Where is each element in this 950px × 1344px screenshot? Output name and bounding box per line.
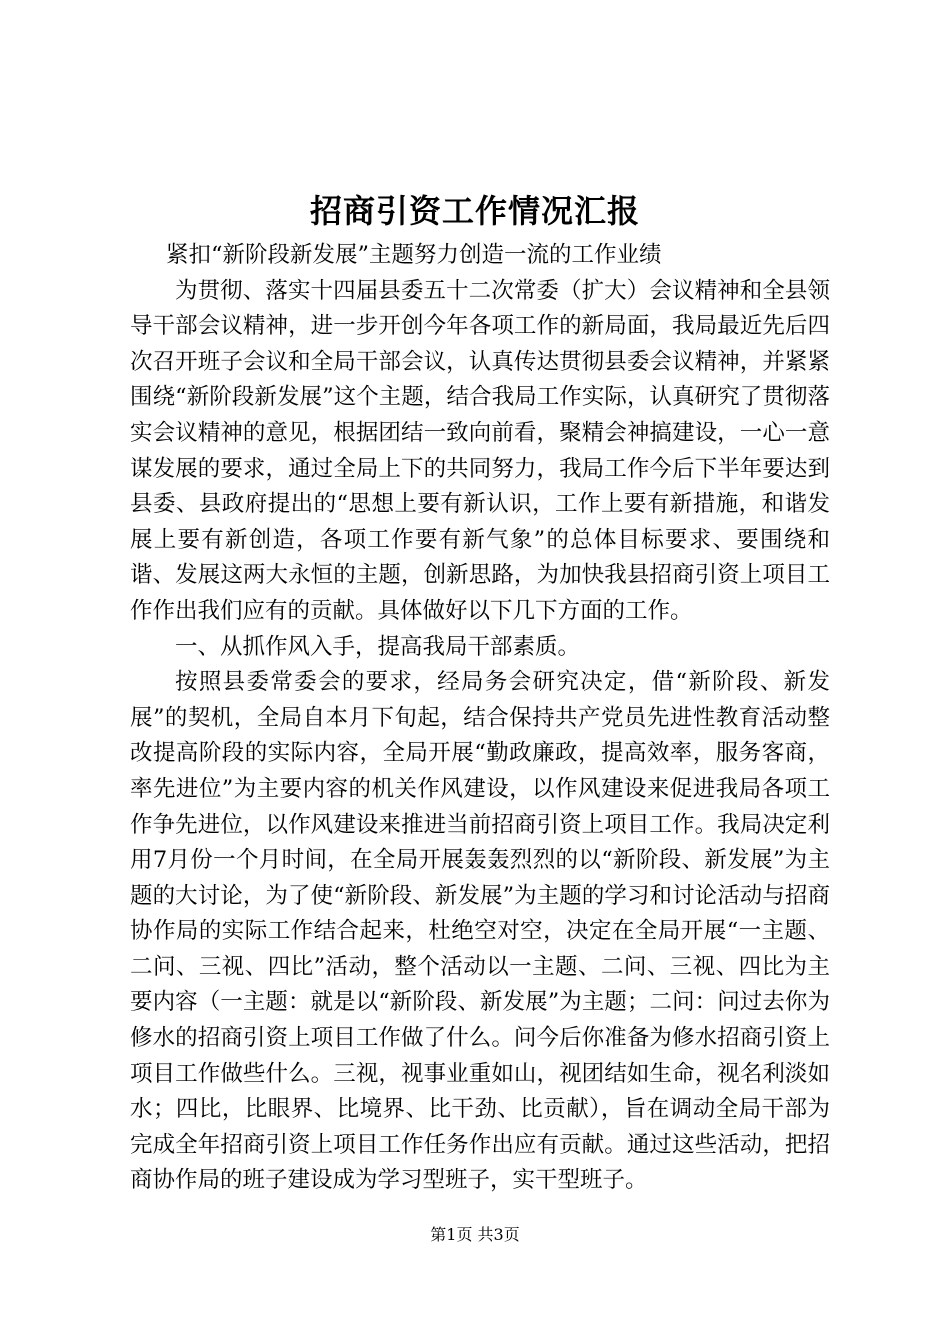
document-subtitle: 紧扣“新阶段新发展”主题努力创造一流的工作业绩 xyxy=(166,242,662,268)
paragraph-intro: 为贯彻、落实十四届县委五十二次常委（扩大）会议精神和全县领导干部会议精神，进一步开创今年各项工作的新局面，我局最近先后四次召开班子会议和全局干部会议，认真传达贯彻县委会议精神，并紧紧围绕“新阶段新发展”这个主题，结合我局工作实际，认真研究了贯彻落实会议精神的意见，根据团结一致向前看，聚精会神搞建设，一心一意谋发展的要求，通过全局上下的共同努力，我局工作今后下半年要达到县委、县政府提出的“思想上要有新认识，工作上要有新措施，和谐发展上要有新创造，各项工作要有新气象”的总体目标要求、要围绕和谐、发展这两大永恒的主题，创新思路，为加快我县招商引资上项目工作作出我们应有的贡献。具体做好以下几下方面的工作。 xyxy=(130,277,830,624)
document-body xyxy=(130,238,830,1199)
page-footer: 第1页 共3页 xyxy=(430,1225,520,1244)
document-title: 招商引资工作情况汇报 xyxy=(309,192,640,230)
section-heading: 一、从抓作风入手，提高我局干部素质。 xyxy=(175,633,581,660)
paragraph-section-1: 按照县委常委会的要求，经局务会研究决定，借“新阶段、新发展”的契机，全局自本月下旬起，结合保持共产党员先进性教育活动整改提高阶段的实际内容，全局开展“勤政廉政，提高效率，服务客商，率先进位”为主要内容的机关作风建设，以作风建设来促进我局各项工作争先进位，以作风建设来推进当前招商引资上项目工作。我局决定利用7月份一个月时间，在全局开展轰轰烈烈的以“新阶段、新发展”为主题的大讨论，为了使“新阶段、新发展”为主题的学习和讨论活动与招商协作局的实际工作结合起来，杜绝空对空，决定在全局开展“一主题、二问、三视、四比”活动，整个活动以一主题、二问、三视、四比为主要内容（一主题：就是以“新阶段、新发展”为主题；二问：问过去你为修水的招商引资上项目工作做了什么。问今后你准备为修水招商引资上项目工作做些什么。三视，视事业重如山，视团结如生命，视名利淡如水；四比，比眼界、比境界、比干劲、比贡献），旨在调动全局干部为完成全年招商引资上项目工作任务作出应有贡献。通过这些活动，把招商协作局的班子建设成为学习型班子，实干型班子。 xyxy=(130,669,830,1194)
